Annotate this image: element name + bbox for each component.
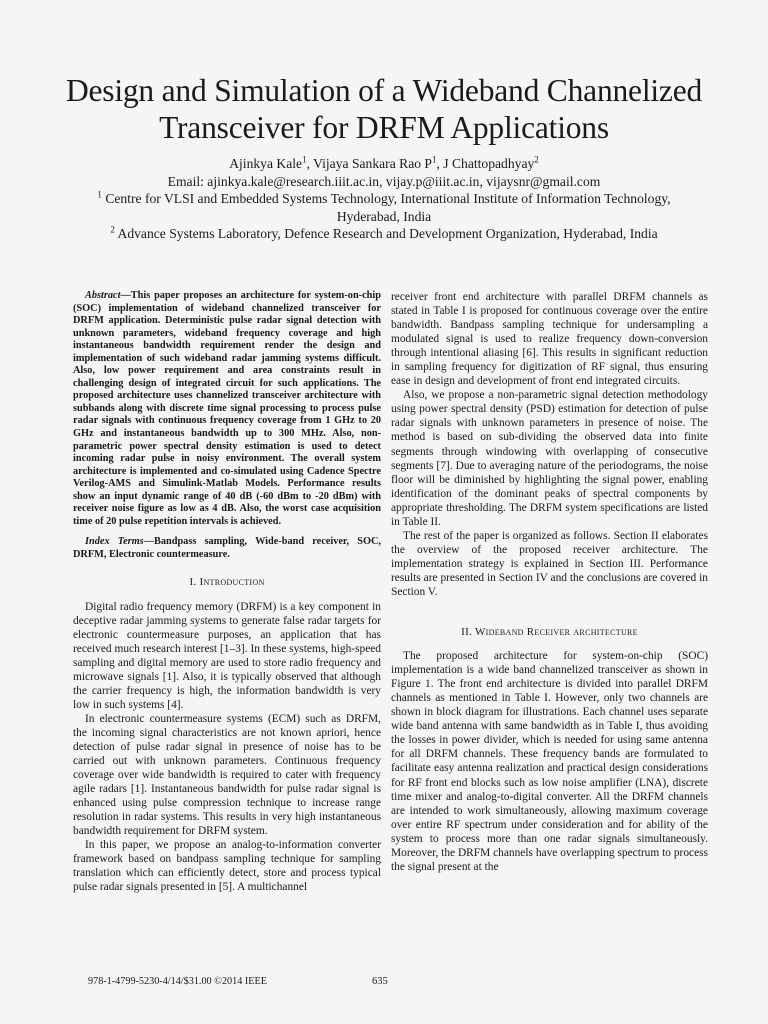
intro-paragraph-1: Digital radio frequency memory (DRFM) is a key component in deceptive radar jamming systems to generate false radar targets for electronic countermeasure purposes, an application that has received much research interest [1–3]. In these systems, high-speed sampling and digital memory are used to store radio frequency and microwave signals [1]. Also, it is typically observed that although the carrier frequency is high, the information bandwidth is very low in such systems [4]. [73,600,381,711]
author-2: Vijaya Sankara Rao P [313,156,432,171]
email-line: Email: ajinkya.kale@research.iiit.ac.in, vijay.p@iiit.ac.in, vijaysnr@gmail.com [167,173,601,189]
title-line-1: Design and Simulation of a Wideband Channelized [65,73,703,108]
architecture-paragraph-1: The proposed architecture for system-on-chip (SOC) implementation is a wide band channelized transceiver as shown in Figure 1. The front end architecture is divided into parallel DRFM channels as mentioned in Table I. However, only two channels are shown in block diagram for illustrations. Each channel uses separate wide band antenna with same bandwidth as in Table I, thus avoiding the losses in power divider, which is needed for using same antenna for all DRFM channels. These frequency bands are formulated to facilitate easy antenna realization and practical design considerations for RF front end blocks such as low noise amplifier (LNA), discrete time mixer and analog-to-digital converter. All the DRFM channels are intended to work simultaneously, allowing maximum coverage over entire RF spectrum under consideration and for ability of the system to process more than one radar signals simultaneously. Moreover, the DRFM channels have overlapping spectrum to process the signal present at the [391,650,708,873]
index-terms-text: —Bandpass sampling, Wide-band receiver, SOC, DRFM, Electronic countermeasure. [73,536,381,560]
section-2-heading: II. Wideband Receiver architecture [461,626,638,639]
affiliation-1-city: Hyderabad, India [336,208,432,224]
paper-title [30,72,738,146]
right-column [391,290,708,874]
index-terms-label: Index Terms [85,536,144,548]
left-column [73,290,381,895]
author-1-affil: 1 [302,154,307,165]
affiliation-1 [30,190,738,208]
intro-paragraph-3-continued: receiver front end architecture with parallel DRFM channels as stated in Table I is proposed for continuous coverage over the entire bandwidth. Bandpass sampling technique for undersampling a modulated signal is used to realize frequency down-conversion through intentional aliasing [6]. This results in significant reduction in sampling frequency for digitization of RF signal, thus ensuring ease in design and development of front end integrated circuits. [391,291,708,388]
abstract-label: Abstract [85,290,121,301]
intro-paragraph-3: In this paper, we propose an analog-to-information converter framework based on bandpass sampling technique for sampling translation which can efficiently detect, store and process typical pulse radar signals presented in [5]. A multichannel [73,839,381,894]
intro-paragraph-2: In electronic countermeasure systems (ECM) such as DRFM, the incoming signal characteristics are not known apriori, hence detection of pulse radar signal in presence of noise has to be carried out with unknown parameters. Continuous frequency coverage over wide bandwidth is required to cater with frequency agile radars [1]. Instantaneous bandwidth for pulse radar signal is enhanced using pulse compression technique to increase range resolution in radar systems. This results in very high instantaneous bandwidth requirement for DRFM system. [73,712,381,838]
abstract-text: —This paper proposes an architecture for system-on-chip (SOC) implementation of wideband channelized transceiver for DRFM application. Deterministic pulse radar signal detection with unknown parameters, wideband frequency coverage and high instantaneous bandwidth requirement render the design and implementation of such wideband radar jamming systems difficult. Also, low power requirement and area constraints result in challenging design of integrated circuit for such applications. The proposed architecture uses channelized transceiver architecture with subbands along with discrete time signal processing to process pulse radar signals with continuous frequency coverage from 1 GHz to 20 GHz and instantaneous bandwidth up to 300 MHz. Also, non-parametric power spectral density estimation is used to detect incoming radar pulse in noisy environment. The overall system architecture is implemented and co-simulated using Cadence Spectre Verilog-AMS and Simulink-Matlab Models. Performance results show an input dynamic range of 40 dB (-60 dBm to -20 dBm) with receiver noise figure as low as 4 dB. Also, the worst case acquisition time of 20 pulse repetition intervals is achieved. [73,290,381,527]
intro-paragraph-4: Also, we propose a non-parametric signal detection methodology using power spectral density (PSD) estimation for detection of pulse radar signals with unknown parameters in presence of noise. The method is based on sub-dividing the observed data into finite segments through windowing with overlapping of consecutive segments [7]. Due to averaging nature of the periodograms, the noise floor will be diminished by highlighting the signal power, enabling identification of the dominant peaks of spectral components by appropriate thresholding. The DRFM system specifications are listed in Table II. [391,389,708,528]
section-1-heading: I. Introduction [189,576,265,589]
author-1: Ajinkya Kale [229,156,303,171]
author-3: J Chattopadhyay [443,156,535,171]
footer-isbn: 978-1-4799-5230-4/14/$31.00 ©2014 IEEE [88,976,267,987]
affil-2-marker: 2 [110,224,115,235]
author-block [30,155,738,243]
intro-paragraph-5: The rest of the paper is organized as follows. Section II elaborates the overview of the proposed receiver architecture. The implementation strategy is explained in Section III. Performance results are presented in Section IV and the conclusions are covered in Section V. [391,529,708,598]
affil-2-text: Advance Systems Laboratory, Defence Research and Development Organization, Hyderabad, India [117,226,658,241]
page-number: 635 [372,976,388,987]
index-terms [73,536,381,561]
author-names: Ajinkya Kale$^1$, Vijaya Sankara Rao $P^1$, J Chattopadhyay$^2$ [229,154,539,171]
author-2-affil: 1 [431,154,437,165]
author-3-affil: 2 [534,154,539,165]
title-line-2: Transceiver for DRFM Applications [159,110,609,145]
affil-1-marker: 1 [97,189,102,200]
abstract [73,290,381,528]
affil-1-text: Centre for VLSI and Embedded Systems Technology, International Institute of Information Technology, [105,191,671,206]
affiliation-2 [30,225,738,243]
